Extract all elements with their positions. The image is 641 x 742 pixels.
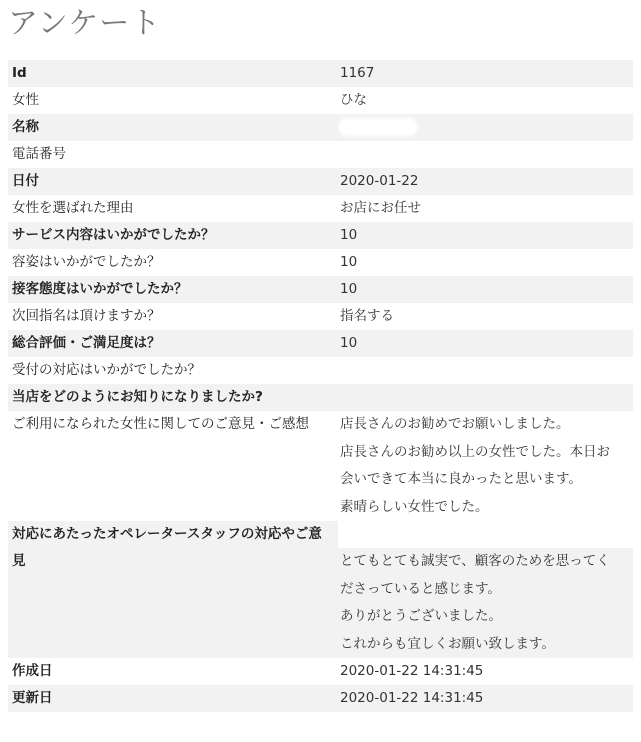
survey-detail-table [8,60,633,712]
field-label [8,521,338,548]
field-label: サービス内容はいかがでしたか？ [8,222,338,249]
label-line: 見 [12,553,26,569]
row-how-found [8,384,633,411]
row-id [8,60,633,87]
field-label: 日付 [8,168,338,195]
row-reception-rating [8,357,633,384]
redacted-value [340,120,416,134]
field-label: 総合評価・ご満足度は？ [8,330,338,357]
comment-line: これからも宜しくお願い致します。 [340,635,555,652]
row-created-at [8,658,633,685]
field-label: 電話番号 [8,141,338,168]
field-label: ご利用になられた女性に関してのご意見・ご感想 [8,411,338,521]
field-value: 2020-01-22 [338,168,633,195]
row-service-rating [8,222,633,249]
comment-line: 素晴らしい女性でした。 [340,498,489,515]
field-value: 指名する [338,303,633,330]
comment-line: ありがとうございました。 [340,608,502,624]
field-label [8,548,338,658]
field-value [338,357,633,384]
comment-line: ださっていると感じます。 [340,580,501,597]
field-label: 女性 [8,87,338,114]
row-name [8,114,633,141]
field-label: 作成日 [8,658,338,685]
field-value: 10 [338,249,633,276]
field-value [338,384,633,411]
field-value [338,141,633,168]
row-feedback [8,411,633,521]
comment-line: 店長さんのお勧めでお願いしました。 [340,416,570,432]
page-title: アンケート [8,6,162,41]
row-woman [8,87,633,114]
field-value [338,114,633,141]
field-value: 10 [338,276,633,303]
comment-line: 店長さんのお勧め以上の女性でした。本日お [340,443,610,460]
row-updated-at [8,685,633,712]
field-label: 接客態度はいかがでしたか？ [8,276,338,303]
row-next-nomination [8,303,633,330]
field-label: 当店をどのようにお知りになりましたか? [8,384,338,411]
row-phone [8,141,633,168]
comment-line: とてもとても誠実で、顧客のためを思ってく [340,553,610,569]
field-label: 女性を選ばれた理由 [8,195,338,222]
row-operator-feedback [8,548,633,658]
label-line: 対応にあたったオペレータースタッフの対応やご意 [12,526,322,542]
field-label: 次回指名は頂けますか？ [8,303,338,330]
field-value: 2020-01-22 14:31:45 [338,685,633,712]
row-reason [8,195,633,222]
row-appearance-rating [8,249,633,276]
field-value: 1167 [338,60,633,87]
row-operator-feedback-head [8,521,633,548]
field-label: 容姿はいかがでしたか？ [8,249,338,276]
row-date [8,168,633,195]
field-label: 受付の対応はいかがでしたか？ [8,357,338,384]
field-label: Id [8,60,338,87]
row-attitude-rating [8,276,633,303]
field-value [338,411,633,521]
row-overall-rating [8,330,633,357]
field-value: ひな [338,87,633,114]
field-value: 10 [338,222,633,249]
field-label: 名称 [8,114,338,141]
field-value [338,548,633,658]
comment-line: 会いできて本当に良かったと思います。 [340,471,582,487]
field-value: お店にお任せ [338,195,633,222]
field-value: 10 [338,330,633,357]
field-value: 2020-01-22 14:31:45 [338,658,633,685]
field-label: 更新日 [8,685,338,712]
field-value [338,521,633,548]
